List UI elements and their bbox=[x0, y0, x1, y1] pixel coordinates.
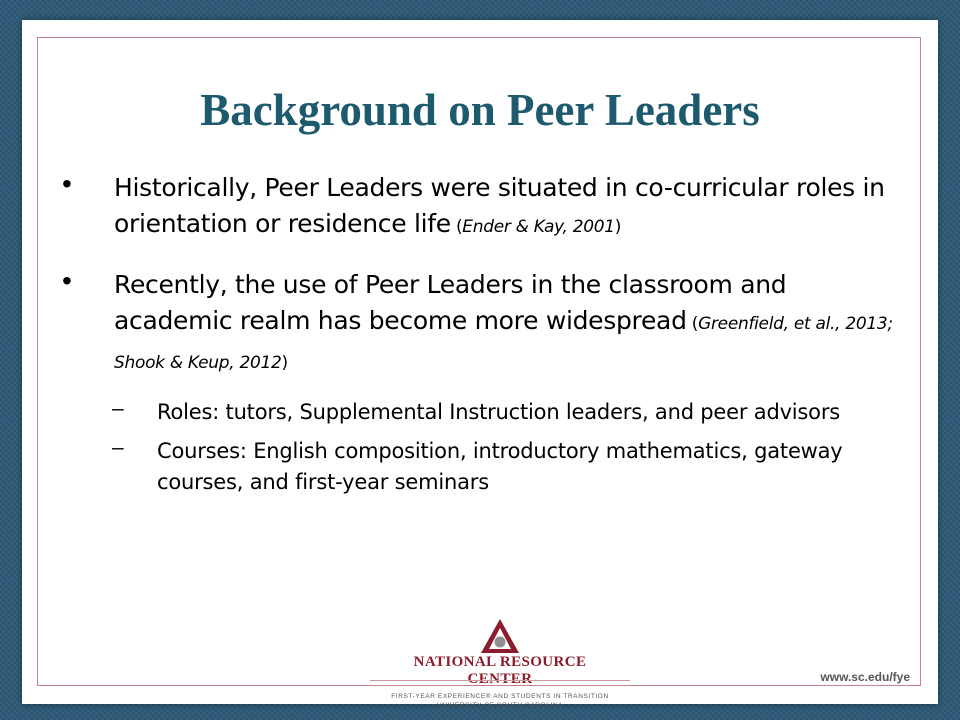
bullet-text: Historically, Peer Leaders were situated in co-curricular roles in orientation or residence life bbox=[114, 173, 885, 238]
org-name: NATIONAL RESOURCE CENTER bbox=[413, 654, 587, 687]
nrc-logo bbox=[380, 618, 620, 709]
bullet-item: • Historically, Peer Leaders were situated in co-curricular roles in orientation or residence life (Ender & Kay, 2001) bbox=[62, 168, 885, 238]
sub-bullet-text: Roles: tutors, Supplemental Instruction leaders, and peer advisors bbox=[157, 400, 840, 424]
sub-bullet-mark: – bbox=[112, 397, 124, 420]
sub-bullet-item bbox=[60, 397, 910, 428]
sub-bullet-mark: – bbox=[112, 436, 124, 459]
bullet-mark: • bbox=[62, 168, 72, 199]
citation: Greenfield, et al., 2013; Shook & Keup, 2012 bbox=[114, 314, 893, 373]
org-university: UNIVERSITY OF SOUTH CAROLINA bbox=[436, 702, 564, 709]
slide-title: Background on Peer Leaders bbox=[200, 85, 760, 135]
slide-content bbox=[60, 170, 910, 512]
bullet-item: • Recently, the use of Peer Leaders in the classroom and academic realm has become more widespread (Greenfield, et al., 2013; Shook & Keup, 2012) bbox=[62, 265, 893, 373]
logo-divider bbox=[370, 680, 630, 681]
citation: Ender & Kay, 2001 bbox=[462, 217, 615, 237]
org-tagline: FIRST-YEAR EXPERIENCE® AND STUDENTS IN TRANSITION bbox=[391, 693, 609, 700]
sub-bullet-item bbox=[60, 436, 910, 498]
bullet-text: Recently, the use of Peer Leaders in the classroom and academic realm has become more widespread bbox=[114, 270, 787, 335]
bullet-mark: • bbox=[62, 265, 72, 296]
sub-bullet-text: Courses: English composition, introductory mathematics, gateway courses, and first-year seminars bbox=[157, 439, 843, 494]
slide bbox=[22, 20, 938, 709]
website-url: www.sc.edu/fye bbox=[820, 670, 910, 684]
triangle-logo-icon bbox=[480, 618, 520, 654]
